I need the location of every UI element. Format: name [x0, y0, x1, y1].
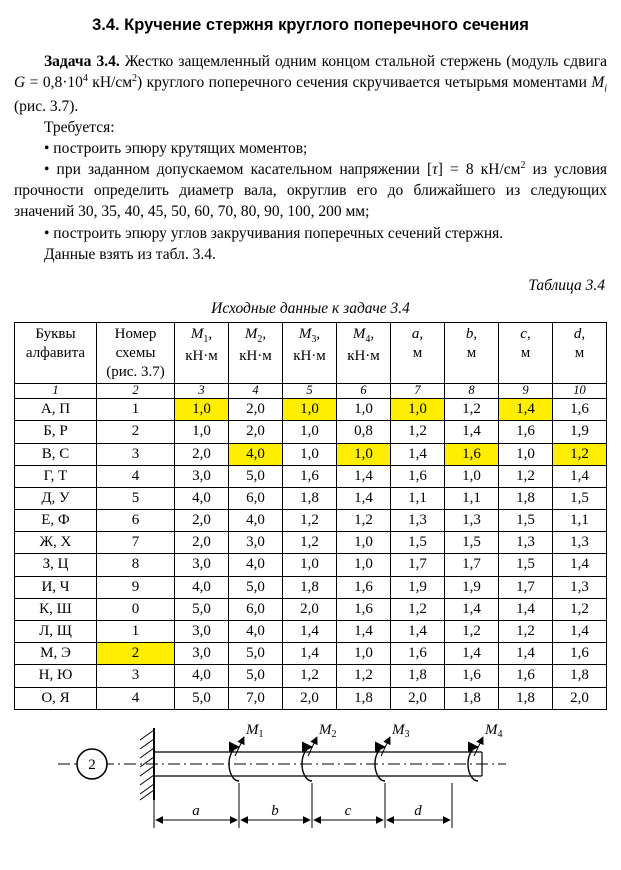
bullet-angles: • построить эпюру углов закручивания поперечных сечений стержня. [44, 224, 504, 242]
table-cell: 5,0 [229, 465, 283, 487]
table-row [15, 487, 607, 509]
table-cell: 1,0 [337, 443, 391, 465]
column-header: $M_1$, кН·м [175, 322, 229, 384]
table-cell: 1,4 [283, 643, 337, 665]
table-cell: 5,0 [175, 687, 229, 709]
table-cell: 1,6 [337, 598, 391, 620]
table-cell: 1,0 [445, 465, 499, 487]
table-cell: 3 [97, 443, 175, 465]
table-cell: Н, Ю [15, 665, 97, 687]
table-cell: 1,4 [499, 598, 553, 620]
moment-label-3: $M_3$ [392, 721, 410, 740]
table-cell: 1,8 [553, 665, 607, 687]
table-cell: 1,3 [499, 532, 553, 554]
table-cell: 1,0 [337, 643, 391, 665]
table-cell: 3,0 [175, 554, 229, 576]
table-cell: 1,0 [175, 399, 229, 421]
table-cell: 7,0 [229, 687, 283, 709]
table-cell: Б, Р [15, 421, 97, 443]
table-cell: 1,6 [445, 443, 499, 465]
table-cell: 1,2 [283, 532, 337, 554]
table-cell: И, Ч [15, 576, 97, 598]
table-row [15, 621, 607, 643]
table-row [15, 687, 607, 709]
column-number: 2 [97, 384, 175, 399]
table-cell: Е, Ф [15, 510, 97, 532]
table-cell: 4,0 [229, 510, 283, 532]
table-cell: 1,6 [499, 665, 553, 687]
table-cell: 4,0 [229, 554, 283, 576]
column-header: b, м [445, 322, 499, 384]
dim-label-b: b [271, 802, 279, 819]
table-cell: 1,8 [283, 576, 337, 598]
requires-line: Требуется: [44, 119, 115, 136]
table-cell: 7 [97, 532, 175, 554]
table-cell: 1,6 [499, 421, 553, 443]
table-cell: Г, Т [15, 465, 97, 487]
table-cell: 1,8 [499, 487, 553, 509]
table-cell: 1,7 [445, 554, 499, 576]
table-cell: 1,1 [553, 510, 607, 532]
column-header: $M_3$, кН·м [283, 322, 337, 384]
figure-container [54, 720, 607, 843]
table-cell: 5,0 [229, 576, 283, 598]
table-cell: 1,6 [445, 665, 499, 687]
table-cell: 1,1 [391, 487, 445, 509]
table-cell: 2,0 [283, 687, 337, 709]
table-cell: 1,4 [553, 621, 607, 643]
table-body [15, 399, 607, 710]
table-cell: 1,3 [553, 532, 607, 554]
table-cell: 2,0 [229, 421, 283, 443]
table-cell: 1,4 [391, 443, 445, 465]
table-cell: 2,0 [553, 687, 607, 709]
moment-arrow-4 [468, 737, 483, 781]
table-cell: 3,0 [175, 465, 229, 487]
table-cell: 1,4 [445, 643, 499, 665]
table-row [15, 554, 607, 576]
table-cell: 4,0 [229, 621, 283, 643]
column-number: 3 [175, 384, 229, 399]
table-cell: В, С [15, 443, 97, 465]
table-cell: 1,8 [499, 687, 553, 709]
table-cell: 1,5 [553, 487, 607, 509]
table-cell: 1,5 [499, 510, 553, 532]
scheme-number: 2 [88, 756, 96, 773]
column-header: Буквы алфавита [15, 322, 97, 384]
table-cell: 1,3 [553, 576, 607, 598]
table-cell: 2 [97, 421, 175, 443]
table-cell: 9 [97, 576, 175, 598]
table-cell: 1,0 [175, 421, 229, 443]
table-cell: 1,8 [391, 665, 445, 687]
moment-label-4: $M_4$ [485, 721, 503, 740]
table-cell: А, П [15, 399, 97, 421]
table-cell: 6,0 [229, 598, 283, 620]
table-cell: 1,4 [499, 643, 553, 665]
column-number: 7 [391, 384, 445, 399]
table-cell: 1,0 [337, 399, 391, 421]
table-cell: Л, Щ [15, 621, 97, 643]
table-cell: 1,0 [337, 554, 391, 576]
table-cell: 1,6 [337, 576, 391, 598]
table-cell: 1,2 [445, 621, 499, 643]
table-cell: 1,8 [445, 687, 499, 709]
moment-arrow-1 [229, 737, 244, 781]
table-cell: 4 [97, 465, 175, 487]
table-cell: 8 [97, 554, 175, 576]
table-row [15, 510, 607, 532]
table-cell: 1,6 [553, 399, 607, 421]
bullet-moments: • построить эпюру крутящих моментов; [44, 140, 308, 158]
table-cell: 1,4 [391, 621, 445, 643]
table-cell: 1,4 [553, 554, 607, 576]
table-cell: 1,4 [337, 465, 391, 487]
dim-label-a: a [192, 802, 200, 819]
table-cell: 1,3 [391, 510, 445, 532]
table-cell: 2,0 [175, 510, 229, 532]
table-cell: 1,9 [445, 576, 499, 598]
column-number: 1 [15, 384, 97, 399]
table-cell: 1,0 [391, 399, 445, 421]
table-cell: 0,8 [337, 421, 391, 443]
table-row [15, 399, 607, 421]
table-cell: 2,0 [391, 687, 445, 709]
table-cell: М, Э [15, 643, 97, 665]
scheme-number-circle [77, 749, 107, 779]
table-cell: 1,2 [553, 443, 607, 465]
table-cell: 1,2 [283, 510, 337, 532]
table-cell: 1,1 [445, 487, 499, 509]
table-cell: 1,4 [553, 465, 607, 487]
table-cell: 2 [97, 643, 175, 665]
table-cell: 2,0 [175, 443, 229, 465]
table-cell: 1,5 [391, 532, 445, 554]
table-row [15, 421, 607, 443]
table-cell: 6,0 [229, 487, 283, 509]
table-row [15, 643, 607, 665]
table-row [15, 665, 607, 687]
table-cell: 1,9 [391, 576, 445, 598]
table-head [15, 322, 607, 398]
column-number: 9 [499, 384, 553, 399]
table-cell: 3,0 [229, 532, 283, 554]
table-cell: 1,5 [499, 554, 553, 576]
table-cell: 1,0 [283, 443, 337, 465]
table-cell: 1,2 [499, 465, 553, 487]
table-cell: З, Ц [15, 554, 97, 576]
table-cell: 1,9 [553, 421, 607, 443]
column-header: a, м [391, 322, 445, 384]
table-cell: 4,0 [229, 443, 283, 465]
moment-arrow-3 [375, 737, 390, 781]
table-cell: 1,0 [283, 421, 337, 443]
table-cell: 1,2 [445, 399, 499, 421]
table-cell: 5,0 [229, 665, 283, 687]
table-cell: 4 [97, 687, 175, 709]
table-cell: 1,2 [337, 665, 391, 687]
task-paragraph: Задача 3.4. Жестко защемленный одним концом стальной стержень (модуль сдвига $G = 0,8\cdot 10^4$ $кН/см^2$) круглого поперечного сечения скручивается четырьмя моментами $M_i$ (рис. 3.7). [14, 53, 608, 115]
table-cell: 1,4 [337, 621, 391, 643]
table-cell: 4,0 [175, 665, 229, 687]
bullet-stress: • при заданном допускаемом касательном напряжении [τ] = 8 $кН/см^2$ из условия прочности определить диаметр вала, округлив его до ближайшего из следующих значений 30, 35, 40, 45, 50, 60, 70, 80, 90, 100, 200 мм; [14, 160, 608, 221]
table-cell: 3 [97, 665, 175, 687]
table-cell: 1,4 [337, 487, 391, 509]
column-header: Номер схемы (рис. 3.7) [97, 322, 175, 384]
table-cell: 5,0 [229, 643, 283, 665]
scheme-figure [54, 720, 524, 838]
column-number: 10 [553, 384, 607, 399]
table-cell: 2,0 [175, 532, 229, 554]
table-cell: К, Ш [15, 598, 97, 620]
table-cell: 1,2 [337, 510, 391, 532]
table-row [15, 598, 607, 620]
table-cell: 1,7 [499, 576, 553, 598]
section-title: 3.4. Кручение стержня круглого поперечного сечения [92, 16, 529, 34]
table-cell: 1,4 [445, 598, 499, 620]
table-cell: 1,2 [391, 421, 445, 443]
moment-label-2: $M_2$ [319, 721, 337, 740]
moment-arrow-2 [302, 737, 317, 781]
table-cell: 1,5 [445, 532, 499, 554]
table-cell: 1,3 [445, 510, 499, 532]
table-cell: 1,8 [283, 487, 337, 509]
table-cell: 1,6 [391, 643, 445, 665]
data-table [14, 322, 607, 710]
column-header: d, м [553, 322, 607, 384]
table-cell: 1,0 [283, 399, 337, 421]
table-cell: 1 [97, 621, 175, 643]
table-cell: 1,2 [283, 665, 337, 687]
table-cell: 4,0 [175, 487, 229, 509]
table-cell: 1,2 [391, 598, 445, 620]
dim-label-c: c [344, 802, 352, 819]
column-number: 4 [229, 384, 283, 399]
table-cell: 4,0 [175, 576, 229, 598]
column-header: $M_2$, кН·м [229, 322, 283, 384]
table-cell: 0 [97, 598, 175, 620]
table-cell: Д, У [15, 487, 97, 509]
table-number-caption: Таблица 3.4 [528, 276, 605, 294]
table-cell: 1,6 [391, 465, 445, 487]
table-row [15, 532, 607, 554]
table-row [15, 465, 607, 487]
data-source-line: Данные взять из табл. 3.4. [44, 245, 216, 263]
table-cell: 6 [97, 510, 175, 532]
table-cell: 1 [97, 399, 175, 421]
table-cell: 1,0 [283, 554, 337, 576]
table-cell: 2,0 [283, 598, 337, 620]
column-number: 5 [283, 384, 337, 399]
table-cell: 2,0 [229, 399, 283, 421]
table-cell: 1,0 [499, 443, 553, 465]
table-cell: О, Я [15, 687, 97, 709]
table-cell: Ж, Х [15, 532, 97, 554]
table-cell: 1,4 [283, 621, 337, 643]
column-number: 8 [445, 384, 499, 399]
column-header: c, м [499, 322, 553, 384]
table-cell: 1,4 [445, 421, 499, 443]
table-row [15, 443, 607, 465]
table-title-caption: Исходные данные к задаче 3.4 [211, 299, 410, 317]
table-cell: 3,0 [175, 621, 229, 643]
moment-label-1: $M_1$ [246, 721, 264, 740]
table-cell: 5,0 [175, 598, 229, 620]
column-number-row [15, 384, 607, 399]
column-number: 6 [337, 384, 391, 399]
table-cell: 1,6 [283, 465, 337, 487]
table-cell: 1,4 [499, 399, 553, 421]
table-cell: 5 [97, 487, 175, 509]
dim-label-d: d [414, 802, 422, 819]
table-cell: 1,6 [553, 643, 607, 665]
table-cell: 1,0 [337, 532, 391, 554]
table-cell: 3,0 [175, 643, 229, 665]
table-cell: 1,2 [553, 598, 607, 620]
table-cell: 1,2 [499, 621, 553, 643]
column-header: $M_4$, кН·м [337, 322, 391, 384]
table-row [15, 576, 607, 598]
table-cell: 1,7 [391, 554, 445, 576]
table-cell: 1,8 [337, 687, 391, 709]
